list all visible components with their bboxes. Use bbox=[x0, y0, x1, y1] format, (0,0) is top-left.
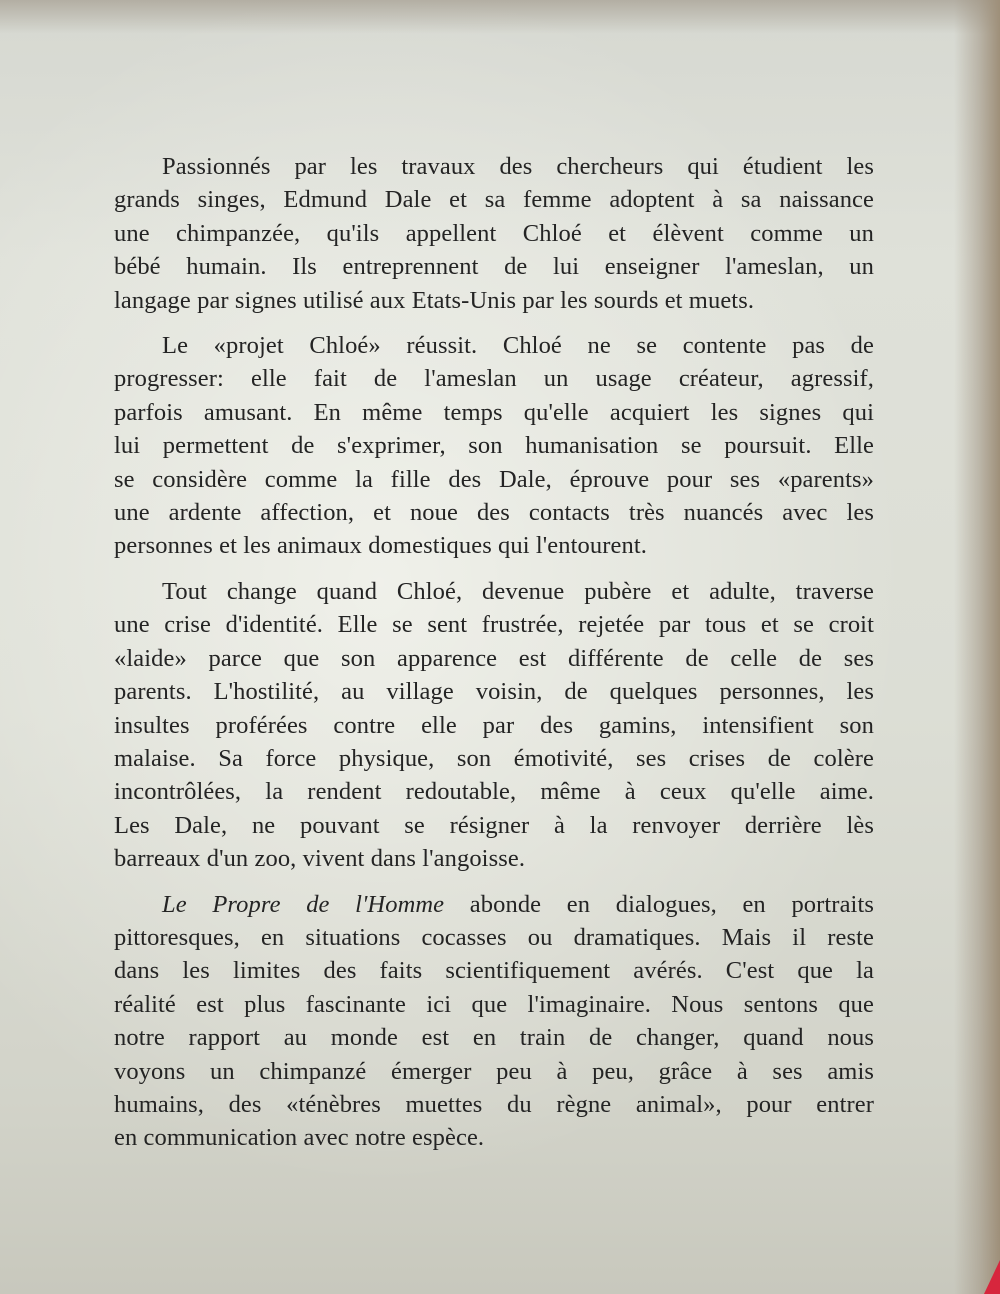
text-line: une ardente affection, et noue des contacts très nuancés avec les bbox=[114, 499, 874, 527]
text-line: une chimpanzée, qu'ils appellent Chloé et élèvent comme un bbox=[114, 219, 874, 247]
text-line: grands singes, Edmund Dale et sa femme adoptent à sa naissance bbox=[114, 186, 874, 214]
text-line: parfois amusant. En même temps qu'elle acquiert les signes qui bbox=[114, 398, 874, 426]
red-corner-mark bbox=[984, 1260, 1000, 1294]
text-line: langage par signes utilisé aux Etats-Unis par les sourds et muets. bbox=[114, 286, 755, 314]
text-line: progresser: elle fait de l'ameslan un usage créateur, agressif, bbox=[114, 365, 874, 393]
text-line: Tout change quand Chloé, devenue pubère et adulte, traverse bbox=[162, 577, 874, 605]
text-line: en communication avec notre espèce. bbox=[114, 1124, 485, 1152]
text-line: personnes et les animaux domestiques qui l'entourent. bbox=[114, 532, 647, 560]
text-fragment: abonde en dialogues, en portraits bbox=[444, 890, 874, 918]
page-right-edge bbox=[954, 0, 1000, 1294]
text-line: «laide» parce que son apparence est différente de celle de ses bbox=[114, 644, 874, 672]
text-line: lui permettent de s'exprimer, son humanisation se poursuit. Elle bbox=[114, 432, 874, 460]
text-line: dans les limites des faits scientifiquement avérés. C'est que la bbox=[114, 957, 874, 985]
text-line: se considère comme la fille des Dale, éprouve pour ses «parents» bbox=[114, 465, 874, 493]
text-line: incontrôlées, la rendent redoutable, même à ceux qu'elle aime. bbox=[114, 778, 874, 806]
page-top-shadow bbox=[0, 0, 1000, 34]
text-line: une crise d'identité. Elle se sent frustrée, rejetée par tous et se croit bbox=[114, 611, 874, 639]
text-line: humains, des «ténèbres muettes du règne animal», pour entrer bbox=[114, 1090, 874, 1118]
text-line: bébé humain. Ils entreprennent de lui enseigner l'ameslan, un bbox=[114, 253, 874, 281]
text-line: malaise. Sa force physique, son émotivité, ses crises de colère bbox=[114, 744, 874, 772]
text-line: pittoresques, en situations cocasses ou dramatiques. Mais il reste bbox=[114, 923, 874, 951]
paragraph-3 bbox=[114, 575, 874, 876]
text-line: insultes proférées contre elle par des gamins, intensifient son bbox=[114, 711, 874, 739]
paragraph-4 bbox=[114, 888, 874, 1155]
text-line: réalité est plus fascinante ici que l'imaginaire. Nous sentons que bbox=[114, 990, 874, 1018]
text-line: Les Dale, ne pouvant se résigner à la renvoyer derrière lès bbox=[114, 811, 874, 839]
paragraph-2 bbox=[114, 329, 874, 563]
blurb-text bbox=[114, 150, 874, 1167]
text-line: notre rapport au monde est en train de changer, quand nous bbox=[114, 1024, 874, 1052]
text-line: Passionnés par les travaux des chercheurs qui étudient les bbox=[162, 153, 874, 180]
text-line: parents. L'hostilité, au village voisin, de quelques personnes, les bbox=[114, 678, 874, 706]
paragraph-1 bbox=[114, 150, 874, 317]
text-line bbox=[114, 888, 874, 921]
text-line: voyons un chimpanzé émerger peu à peu, grâce à ses amis bbox=[114, 1057, 874, 1085]
text-line: barreaux d'un zoo, vivent dans l'angoisse. bbox=[114, 845, 526, 873]
text-line: Le «projet Chloé» réussit. Chloé ne se contente pas de bbox=[162, 332, 874, 360]
book-title: Le Propre de l'Homme bbox=[162, 890, 445, 918]
